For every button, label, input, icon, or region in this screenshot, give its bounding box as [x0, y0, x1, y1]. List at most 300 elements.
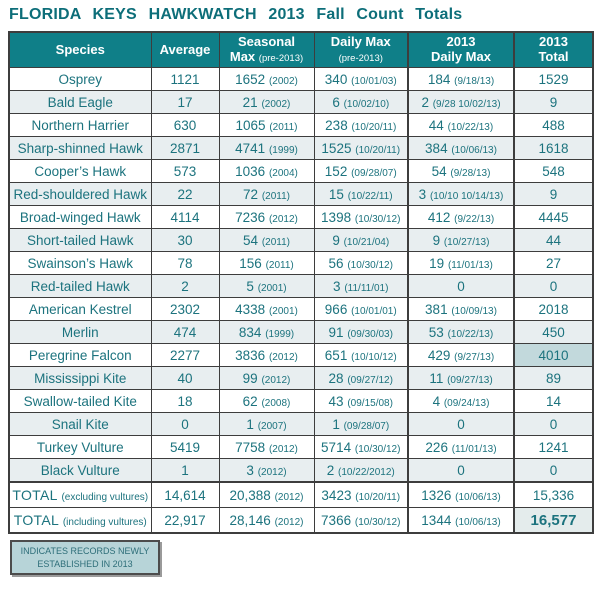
- daily-max-cell-note: (10/30/12): [354, 443, 401, 455]
- daily-max-cell-value: 1: [332, 416, 340, 432]
- daily-max-2013-cell-value: 384: [425, 140, 448, 156]
- daily-max-2013-cell-note: (10/09/13): [451, 305, 497, 317]
- average-cell-value: 2277: [169, 347, 201, 363]
- average-cell: [151, 508, 219, 534]
- species-row: [9, 390, 593, 413]
- column-title: Average: [159, 41, 211, 57]
- daily-max-2013-cell: [408, 206, 514, 229]
- daily-max-2013-cell-note: (9/22/13): [454, 213, 495, 225]
- daily-max-2013-cell-value: 429: [427, 347, 451, 363]
- daily-max-2013-cell: [408, 114, 514, 137]
- daily-max-cell-note: (10/30/12): [354, 516, 401, 528]
- seasonal-max-cell: [219, 91, 314, 114]
- daily-max-cell: [314, 229, 408, 252]
- daily-max-cell: [314, 252, 408, 275]
- column-header-daily-max-2013: [408, 32, 514, 68]
- species-cell: [9, 206, 151, 229]
- daily-max-cell-value: 3423: [321, 487, 352, 503]
- total-2013-cell-value: 0: [549, 462, 558, 478]
- seasonal-max-cell-value: 20,388: [229, 487, 271, 503]
- seasonal-max-cell: [219, 413, 314, 436]
- daily-max-cell-value: 43: [328, 393, 344, 409]
- seasonal-max-cell-note: (2012): [257, 466, 287, 478]
- species-cell-value: TOTAL: [12, 487, 58, 503]
- total-2013-cell: [514, 459, 593, 483]
- seasonal-max-cell-note: (2012): [268, 351, 298, 363]
- average-cell-value: 18: [177, 393, 193, 409]
- average-cell-value: 14,614: [164, 487, 206, 503]
- total-2013-cell: [514, 137, 593, 160]
- total-2013-cell-value: 27: [545, 255, 562, 271]
- seasonal-max-cell-note: (2007): [257, 420, 287, 432]
- species-cell-value: Broad-winged Hawk: [19, 209, 141, 225]
- seasonal-max-cell-note: (2012): [274, 491, 304, 503]
- daily-max-2013-cell-note: (10/22/13): [447, 328, 494, 340]
- column-header-total-2013: [514, 32, 593, 68]
- species-cell-note: (including vultures): [62, 517, 147, 528]
- daily-max-2013-cell-note: (9/28/13): [450, 167, 491, 179]
- seasonal-max-cell-value: 1: [246, 416, 254, 432]
- seasonal-max-cell: [219, 183, 314, 206]
- daily-max-2013-cell: [408, 275, 514, 298]
- average-cell-value: 2: [181, 278, 189, 294]
- total-2013-cell: [514, 321, 593, 344]
- species-row: [9, 229, 593, 252]
- daily-max-2013-cell-note: (10/06/13): [455, 516, 501, 528]
- daily-max-2013-cell: [408, 390, 514, 413]
- total-2013-cell-value: 0: [549, 278, 558, 294]
- average-cell: [151, 160, 219, 183]
- daily-max-cell: [314, 68, 408, 91]
- average-cell: [151, 298, 219, 321]
- average-cell-value: 5419: [169, 439, 201, 455]
- total-row: [9, 508, 593, 534]
- seasonal-max-cell-note: (2001): [268, 305, 298, 317]
- daily-max-cell: [314, 390, 408, 413]
- daily-max-2013-cell: [408, 252, 514, 275]
- column-subtitle: Max: [229, 49, 256, 64]
- daily-max-cell-value: 7366: [321, 512, 352, 528]
- daily-max-cell: [314, 436, 408, 459]
- daily-max-2013-cell: [408, 298, 514, 321]
- total-2013-cell: [514, 390, 593, 413]
- total-2013-cell-value: 9: [549, 186, 558, 202]
- daily-max-cell-note: (09/15/08): [347, 397, 393, 409]
- seasonal-max-cell-value: 834: [238, 324, 262, 340]
- average-cell: [151, 459, 219, 483]
- average-cell: [151, 252, 219, 275]
- seasonal-max-cell-note: (1999): [268, 144, 298, 156]
- species-cell-value: Short-tailed Hawk: [26, 232, 134, 248]
- average-cell: [151, 229, 219, 252]
- seasonal-max-cell-note: (2008): [261, 397, 291, 409]
- total-2013-cell-value: 488: [542, 117, 565, 133]
- seasonal-max-cell-value: 99: [242, 370, 258, 386]
- daily-max-2013-cell-value: 54: [431, 163, 447, 179]
- seasonal-max-cell-note: (2011): [265, 259, 294, 271]
- seasonal-max-cell: [219, 137, 314, 160]
- total-2013-cell: [514, 482, 593, 508]
- daily-max-cell-note: (10/02/10): [343, 98, 390, 110]
- species-row: [9, 183, 593, 206]
- daily-max-cell-note: (10/22/11): [347, 190, 393, 202]
- column-title: Species: [55, 41, 105, 57]
- daily-max-2013-cell-note: (10/06/13): [455, 491, 501, 503]
- total-2013-cell-value: 450: [542, 324, 565, 340]
- daily-max-2013-cell: [408, 413, 514, 436]
- seasonal-max-cell-note: (2002): [268, 75, 298, 87]
- daily-max-cell: [314, 114, 408, 137]
- seasonal-max-cell-value: 7236: [235, 209, 266, 225]
- species-cell-value: Merlin: [61, 324, 99, 340]
- daily-max-2013-cell: [408, 160, 514, 183]
- legend-line2: ESTABLISHED IN 2013: [37, 558, 133, 569]
- average-cell-value: 573: [173, 163, 197, 179]
- daily-max-2013-cell-value: 19: [429, 255, 445, 271]
- daily-max-cell-note: (09/28/07): [351, 167, 397, 179]
- average-cell-value: 2302: [169, 301, 201, 317]
- daily-max-cell-value: 91: [328, 324, 344, 340]
- species-cell-value: Red-shouldered Hawk: [13, 186, 148, 202]
- column-header-species: [9, 32, 151, 68]
- total-2013-cell: [514, 367, 593, 390]
- daily-max-cell: [314, 137, 408, 160]
- daily-max-2013-cell-note: (09/24/13): [443, 397, 490, 409]
- species-cell-note: (excluding vultures): [61, 492, 149, 503]
- seasonal-max-cell-value: 156: [239, 255, 262, 271]
- daily-max-2013-cell-note: (10/22/13): [447, 121, 494, 133]
- species-cell-value: Peregrine Falcon: [28, 347, 132, 363]
- daily-max-2013-cell: [408, 367, 514, 390]
- species-row: [9, 252, 593, 275]
- daily-max-cell-value: 56: [328, 255, 344, 271]
- total-2013-cell: [514, 68, 593, 91]
- species-cell: [9, 508, 151, 534]
- column-note: (pre-2013): [338, 53, 383, 64]
- daily-max-cell: [314, 508, 408, 534]
- species-cell: [9, 160, 151, 183]
- average-cell-value: 2871: [169, 140, 201, 156]
- daily-max-2013-cell-note: (11/01/13): [451, 443, 497, 455]
- page-title: FLORIDA KEYS HAWKWATCH 2013 Fall Count Totals: [9, 6, 463, 23]
- daily-max-cell-value: 966: [324, 301, 348, 317]
- daily-max-2013-cell-value: 1344: [421, 512, 452, 528]
- species-row: [9, 137, 593, 160]
- daily-max-2013-cell-value: 2: [421, 94, 429, 110]
- species-cell: [9, 91, 151, 114]
- total-2013-cell-value: 548: [542, 163, 565, 179]
- daily-max-2013-cell-value: 412: [427, 209, 451, 225]
- daily-max-2013-cell: [408, 229, 514, 252]
- daily-max-cell-note: (10/01/03): [351, 75, 397, 87]
- species-cell-value: Swainson’s Hawk: [27, 255, 134, 271]
- daily-max-cell-value: 3: [333, 278, 341, 294]
- seasonal-max-cell: [219, 114, 314, 137]
- column-note: (pre-2013): [258, 53, 304, 64]
- daily-max-cell-note: (10/01/01): [351, 305, 397, 317]
- species-row: [9, 413, 593, 436]
- daily-max-2013-cell-value: 4: [432, 393, 441, 409]
- daily-max-cell: [314, 344, 408, 367]
- total-2013-cell: [514, 275, 593, 298]
- average-cell: [151, 206, 219, 229]
- daily-max-cell-value: 5714: [321, 439, 352, 455]
- daily-max-cell-note: (10/20/11): [351, 121, 397, 133]
- daily-max-cell: [314, 367, 408, 390]
- total-2013-cell-value: 1618: [538, 140, 569, 156]
- daily-max-cell-note: (11/11/01): [344, 282, 389, 294]
- seasonal-max-cell: [219, 252, 314, 275]
- average-cell-value: 630: [173, 117, 197, 133]
- total-2013-cell: [514, 91, 593, 114]
- daily-max-cell: [314, 413, 408, 436]
- seasonal-max-cell-value: 3: [246, 462, 254, 478]
- seasonal-max-cell: [219, 298, 314, 321]
- average-cell-value: 1: [181, 462, 189, 478]
- daily-max-cell-value: 6: [332, 94, 340, 110]
- total-2013-cell-value: 44: [545, 232, 562, 248]
- daily-max-2013-cell: [408, 508, 514, 534]
- total-2013-cell: [514, 252, 593, 275]
- total-2013-cell: [514, 229, 593, 252]
- daily-max-cell: [314, 183, 408, 206]
- daily-max-2013-cell: [408, 91, 514, 114]
- daily-max-cell-value: 28: [328, 370, 344, 386]
- seasonal-max-cell-note: (2012): [268, 443, 298, 455]
- species-cell: [9, 298, 151, 321]
- seasonal-max-cell-value: 4338: [235, 301, 266, 317]
- species-cell: [9, 137, 151, 160]
- seasonal-max-cell-value: 28,146: [229, 512, 271, 528]
- species-cell: [9, 114, 151, 137]
- seasonal-max-cell: [219, 482, 314, 508]
- total-2013-cell-value: 16,577: [530, 511, 577, 529]
- species-cell-value: Red-tailed Hawk: [30, 278, 130, 294]
- daily-max-2013-cell-note: (10/10 10/14/13): [429, 190, 504, 202]
- daily-max-2013-cell-note: (10/06/13): [451, 144, 497, 156]
- seasonal-max-cell: [219, 275, 314, 298]
- total-2013-cell: [514, 206, 593, 229]
- total-2013-cell-value: 0: [549, 416, 558, 432]
- species-row: [9, 275, 593, 298]
- column-header-daily-max: [314, 32, 408, 68]
- average-cell: [151, 137, 219, 160]
- species-row: [9, 160, 593, 183]
- total-2013-cell-value: 9: [549, 94, 558, 110]
- seasonal-max-cell: [219, 508, 314, 534]
- total-row: [9, 482, 593, 508]
- species-cell: [9, 229, 151, 252]
- seasonal-max-cell-note: (2011): [269, 121, 298, 133]
- average-cell-value: 30: [177, 232, 193, 248]
- average-cell: [151, 183, 219, 206]
- seasonal-max-cell-note: (2012): [268, 213, 298, 225]
- total-2013-cell: [514, 508, 593, 534]
- average-cell: [151, 114, 219, 137]
- daily-max-2013-cell-value: 9: [432, 232, 441, 248]
- seasonal-max-cell-note: (2002): [261, 98, 291, 110]
- daily-max-2013-cell: [408, 183, 514, 206]
- header-row: [9, 32, 593, 68]
- average-cell-value: 40: [177, 370, 193, 386]
- daily-max-cell-value: 1525: [321, 140, 352, 156]
- species-cell-value: Osprey: [58, 71, 102, 87]
- column-title: Seasonal: [237, 34, 296, 50]
- average-cell: [151, 413, 219, 436]
- total-2013-cell: [514, 298, 593, 321]
- daily-max-2013-cell-value: 226: [425, 439, 448, 455]
- seasonal-max-cell-value: 21: [242, 94, 258, 110]
- daily-max-cell: [314, 482, 408, 508]
- total-2013-cell: [514, 160, 593, 183]
- daily-max-cell-value: 1398: [321, 209, 352, 225]
- daily-max-2013-cell: [408, 436, 514, 459]
- species-row: [9, 206, 593, 229]
- species-cell: [9, 413, 151, 436]
- daily-max-cell-value: 651: [324, 347, 348, 363]
- total-2013-cell-value: 4010: [538, 347, 569, 363]
- average-cell: [151, 91, 219, 114]
- total-2013-cell: [514, 114, 593, 137]
- species-cell: [9, 252, 151, 275]
- seasonal-max-cell-note: (1999): [265, 328, 295, 340]
- seasonal-max-cell-value: 5: [246, 278, 254, 294]
- seasonal-max-cell: [219, 321, 314, 344]
- seasonal-max-cell-value: 54: [243, 232, 259, 248]
- column-title: 2013: [446, 34, 476, 50]
- species-cell: [9, 183, 151, 206]
- seasonal-max-cell-value: 3836: [235, 347, 266, 363]
- seasonal-max-cell: [219, 206, 314, 229]
- seasonal-max-cell-value: 1036: [235, 163, 266, 179]
- daily-max-2013-cell: [408, 68, 514, 91]
- average-cell-value: 22: [177, 186, 193, 202]
- species-cell-value: Bald Eagle: [47, 94, 113, 110]
- species-cell-value: Northern Harrier: [31, 117, 130, 133]
- daily-max-cell: [314, 459, 408, 483]
- seasonal-max-cell-note: (2001): [257, 282, 287, 294]
- total-2013-cell-value: 14: [545, 393, 562, 409]
- species-cell-value: Snail Kite: [51, 416, 109, 432]
- species-cell-value: Cooper’s Hawk: [34, 163, 127, 179]
- seasonal-max-cell-value: 1652: [235, 71, 266, 87]
- daily-max-cell: [314, 298, 408, 321]
- daily-max-cell-value: 2: [326, 462, 335, 478]
- total-2013-cell-value: 1241: [538, 439, 569, 455]
- daily-max-2013-cell: [408, 344, 514, 367]
- species-cell-value: Turkey Vulture: [36, 439, 124, 455]
- daily-max-2013-cell: [408, 137, 514, 160]
- seasonal-max-cell-note: (2012): [274, 516, 304, 528]
- seasonal-max-cell-note: (2004): [268, 167, 298, 179]
- daily-max-cell-value: 340: [324, 71, 348, 87]
- average-cell: [151, 482, 219, 508]
- average-cell-value: 17: [177, 94, 193, 110]
- species-cell-value: Swallow-tailed Kite: [23, 393, 137, 409]
- average-cell: [151, 321, 219, 344]
- daily-max-cell-note: (10/21/04): [343, 236, 390, 248]
- daily-max-2013-cell: [408, 321, 514, 344]
- daily-max-cell: [314, 160, 408, 183]
- daily-max-2013-cell-value: 53: [428, 324, 444, 340]
- daily-max-2013-cell-note: (09/27/13): [447, 374, 493, 386]
- daily-max-2013-cell-value: 0: [457, 462, 465, 478]
- total-2013-cell-value: 2018: [538, 301, 569, 317]
- species-cell-value: American Kestrel: [28, 301, 132, 317]
- daily-max-2013-cell-note: (11/01/13): [447, 259, 493, 271]
- species-row: [9, 321, 593, 344]
- species-cell-value: Sharp-shinned Hawk: [17, 140, 143, 156]
- total-2013-cell-value: 15,336: [532, 487, 575, 503]
- column-title: 2013: [539, 34, 568, 50]
- seasonal-max-cell: [219, 367, 314, 390]
- species-cell: [9, 275, 151, 298]
- daily-max-cell-note: (10/22/2012): [338, 466, 395, 478]
- seasonal-max-cell: [219, 229, 314, 252]
- species-row: [9, 344, 593, 367]
- daily-max-cell-note: (09/28/07): [343, 420, 390, 432]
- column-subtitle: Total: [538, 49, 569, 64]
- average-cell-value: 474: [173, 324, 197, 340]
- seasonal-max-cell: [219, 459, 314, 483]
- column-title: Daily Max: [330, 34, 391, 50]
- daily-max-cell: [314, 91, 408, 114]
- column-header-seasonal-max: [219, 32, 314, 68]
- daily-max-2013-cell-value: 381: [425, 301, 448, 317]
- daily-max-2013-cell-note: (9/18/13): [454, 75, 495, 87]
- total-2013-cell-value: 89: [545, 370, 562, 386]
- average-cell: [151, 344, 219, 367]
- daily-max-2013-cell: [408, 482, 514, 508]
- daily-max-2013-cell-value: 1326: [421, 487, 452, 503]
- daily-max-2013-cell-value: 3: [418, 186, 427, 202]
- total-2013-cell: [514, 183, 593, 206]
- daily-max-cell-value: 15: [328, 186, 344, 202]
- species-cell: [9, 321, 151, 344]
- daily-max-2013-cell-value: 184: [427, 71, 451, 87]
- total-2013-cell: [514, 344, 593, 367]
- total-2013-cell-value: 1529: [538, 71, 569, 87]
- daily-max-2013-cell: [408, 459, 514, 483]
- species-row: [9, 91, 593, 114]
- legend-line1: INDICATES RECORDS NEWLY: [20, 546, 150, 556]
- average-cell: [151, 68, 219, 91]
- daily-max-cell-note: (10/30/12): [347, 259, 393, 271]
- daily-max-2013-cell-value: 0: [457, 416, 465, 432]
- daily-max-cell-note: (10/30/12): [354, 213, 401, 225]
- average-cell: [151, 275, 219, 298]
- daily-max-cell: [314, 321, 408, 344]
- daily-max-cell-value: 9: [332, 232, 340, 248]
- species-cell: [9, 344, 151, 367]
- page: [0, 6, 600, 575]
- average-cell-value: 0: [181, 416, 189, 432]
- seasonal-max-cell-note: (2011): [261, 236, 290, 248]
- species-row: [9, 68, 593, 91]
- daily-max-2013-cell-note: (9/27/13): [454, 351, 495, 363]
- hawkwatch-table: [8, 31, 594, 534]
- daily-max-2013-cell-value: 44: [428, 117, 444, 133]
- daily-max-cell-note: (10/20/11): [355, 491, 401, 503]
- species-cell: [9, 390, 151, 413]
- seasonal-max-cell: [219, 344, 314, 367]
- seasonal-max-cell-value: 7758: [235, 439, 266, 455]
- daily-max-2013-cell-value: 0: [457, 278, 465, 294]
- species-row: [9, 298, 593, 321]
- seasonal-max-cell-note: (2012): [261, 374, 291, 386]
- daily-max-cell: [314, 275, 408, 298]
- seasonal-max-cell-value: 72: [243, 186, 259, 202]
